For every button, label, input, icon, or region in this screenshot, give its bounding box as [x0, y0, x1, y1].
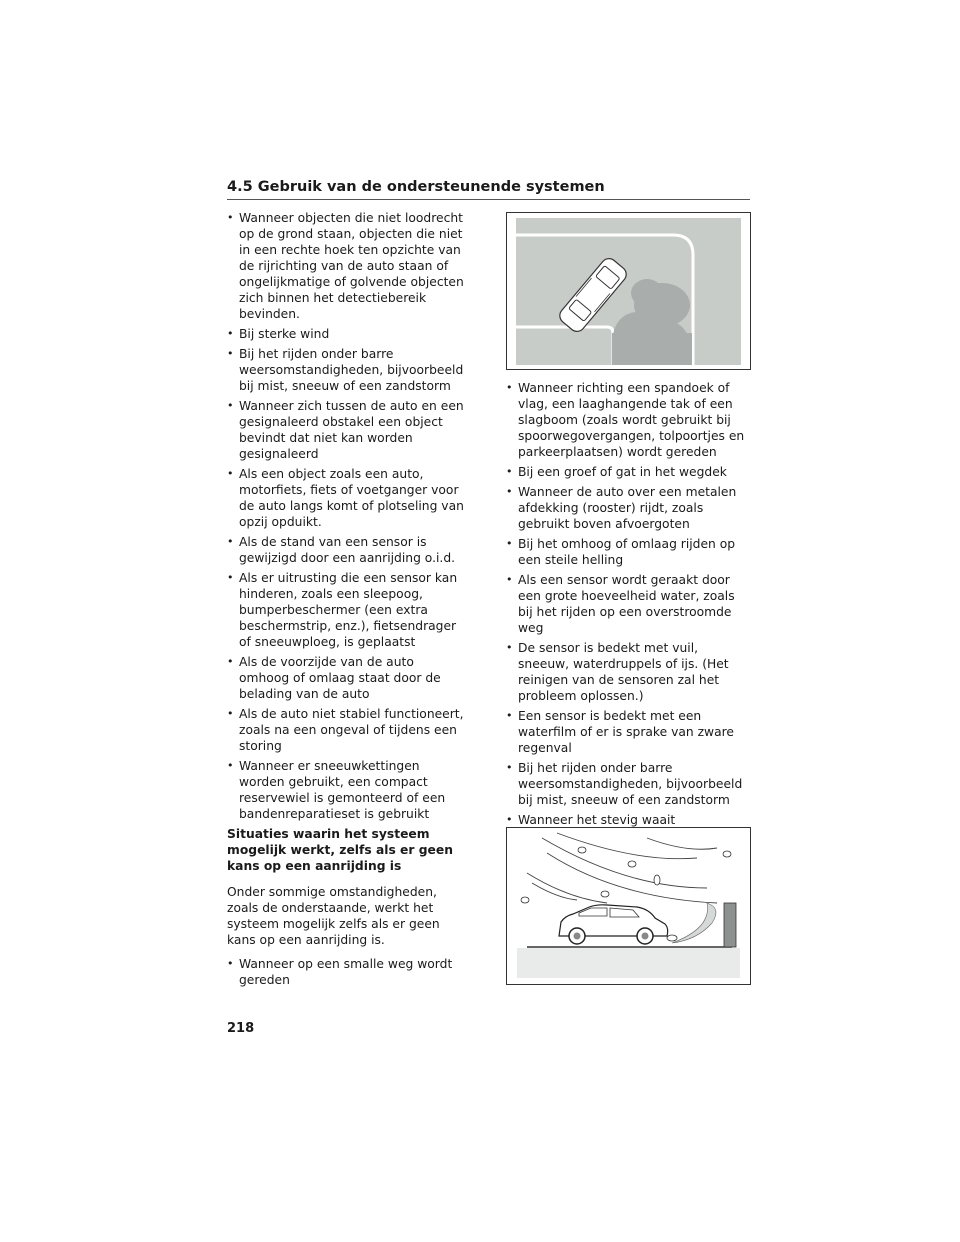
- list-item: • Als de voorzijde van de auto omhoog of omlaag staat door de belading van de auto: [227, 654, 467, 702]
- spray-cloud: [672, 903, 716, 943]
- list-item: • Wanneer het stevig waait: [506, 812, 750, 828]
- subheading: Situaties waarin het systeem mogelijk werkt, zelfs als er geen kans op een aanrijding is: [227, 827, 453, 873]
- intro-paragraph: Onder sommige omstandigheden, zoals de onderstaande, werkt het systeem mogelijk zelfs als er geen kans op een aanrijding is.: [227, 885, 440, 947]
- list-item: • Bij het rijden onder barre weersomstandigheden, bijvoorbeeld bij mist, sneeuw of een zandstorm: [506, 760, 750, 808]
- car-corner-illustration: [507, 213, 750, 369]
- page-number: 218: [227, 1021, 255, 1036]
- ground: [517, 948, 740, 978]
- list-item: • Wanneer de auto over een metalen afdekking (rooster) rijdt, zoals gebruikt boven afvoergoten: [506, 484, 750, 532]
- list-item: • De sensor is bedekt met vuil, sneeuw, waterdruppels of ijs. (Het reinigen van de sensoren zal het probleem oplossen.): [506, 640, 750, 704]
- obstacle-post: [724, 903, 736, 947]
- list-item: • Wanneer er sneeuwkettingen worden gebruikt, een compact reservewiel is gemonteerd of een bandenreparatieset is gebruikt: [227, 758, 467, 822]
- list-item: • Bij het rijden onder barre weersomstandigheden, bijvoorbeeld bij mist, sneeuw of een zandstorm: [227, 346, 467, 394]
- wind-lines: [527, 833, 717, 903]
- bullet-list-situations: [227, 956, 467, 988]
- list-item: • Wanneer richting een spandoek of vlag, een laaghangende tak of een slagboom (zoals wordt gebruikt bij spoorwegovergangen, tolpoortjes en parkeerplaatsen) wordt gereden: [506, 380, 750, 460]
- wind-illustration: [507, 828, 750, 984]
- list-item: • Als een sensor wordt geraakt door een grote hoeveelheid water, zoals bij het rijden op een overstroomde weg: [506, 572, 750, 636]
- list-item: • Wanneer objecten die niet loodrecht op de grond staan, objecten die niet in een rechte hoek ten opzichte van de rijrichting van de auto staan of ongelijkmatige of golvende objecten zich binnen het detectiebereik bevinden.: [227, 210, 467, 322]
- list-item: • Bij sterke wind: [227, 326, 467, 342]
- list-item: • Als een object zoals een auto, motorfiets, fiets of voetganger voor de auto langs komt of plotseling van opzij opduikt.: [227, 466, 467, 530]
- bullet-list-situations-continued: [506, 380, 750, 828]
- suv-side-view: [559, 905, 668, 944]
- bullet-list-conditions: [227, 210, 467, 822]
- right-column: [506, 380, 750, 832]
- list-item: • Wanneer zich tussen de auto en een gesignaleerd obstakel een object bevindt dat niet kan worden gesignaleerd: [227, 398, 467, 462]
- list-item: • Wanneer op een smalle weg wordt gereden: [227, 956, 467, 988]
- list-item: • Als er uitrusting die een sensor kan hinderen, zoals een sleepoog, bumperbeschermer (een extra beschermstrip, enz.), fietsendrager of sneeuwploeg, is geplaatst: [227, 570, 467, 650]
- list-item: • Bij een groef of gat in het wegdek: [506, 464, 750, 480]
- figure-car-corner: [506, 212, 751, 370]
- section-title: 4.5 Gebruik van de ondersteunende systemen: [227, 179, 750, 200]
- list-item: • Als de stand van een sensor is gewijzigd door een aanrijding o.i.d.: [227, 534, 467, 566]
- left-column: [227, 210, 467, 992]
- list-item: • Een sensor is bedekt met een waterfilm of er is sprake van zware regenval: [506, 708, 750, 756]
- list-item: • Als de auto niet stabiel functioneert, zoals na een ongeval of tijdens een storing: [227, 706, 467, 754]
- figure-strong-wind: [506, 827, 751, 985]
- list-item: • Bij het omhoog of omlaag rijden op een steile helling: [506, 536, 750, 568]
